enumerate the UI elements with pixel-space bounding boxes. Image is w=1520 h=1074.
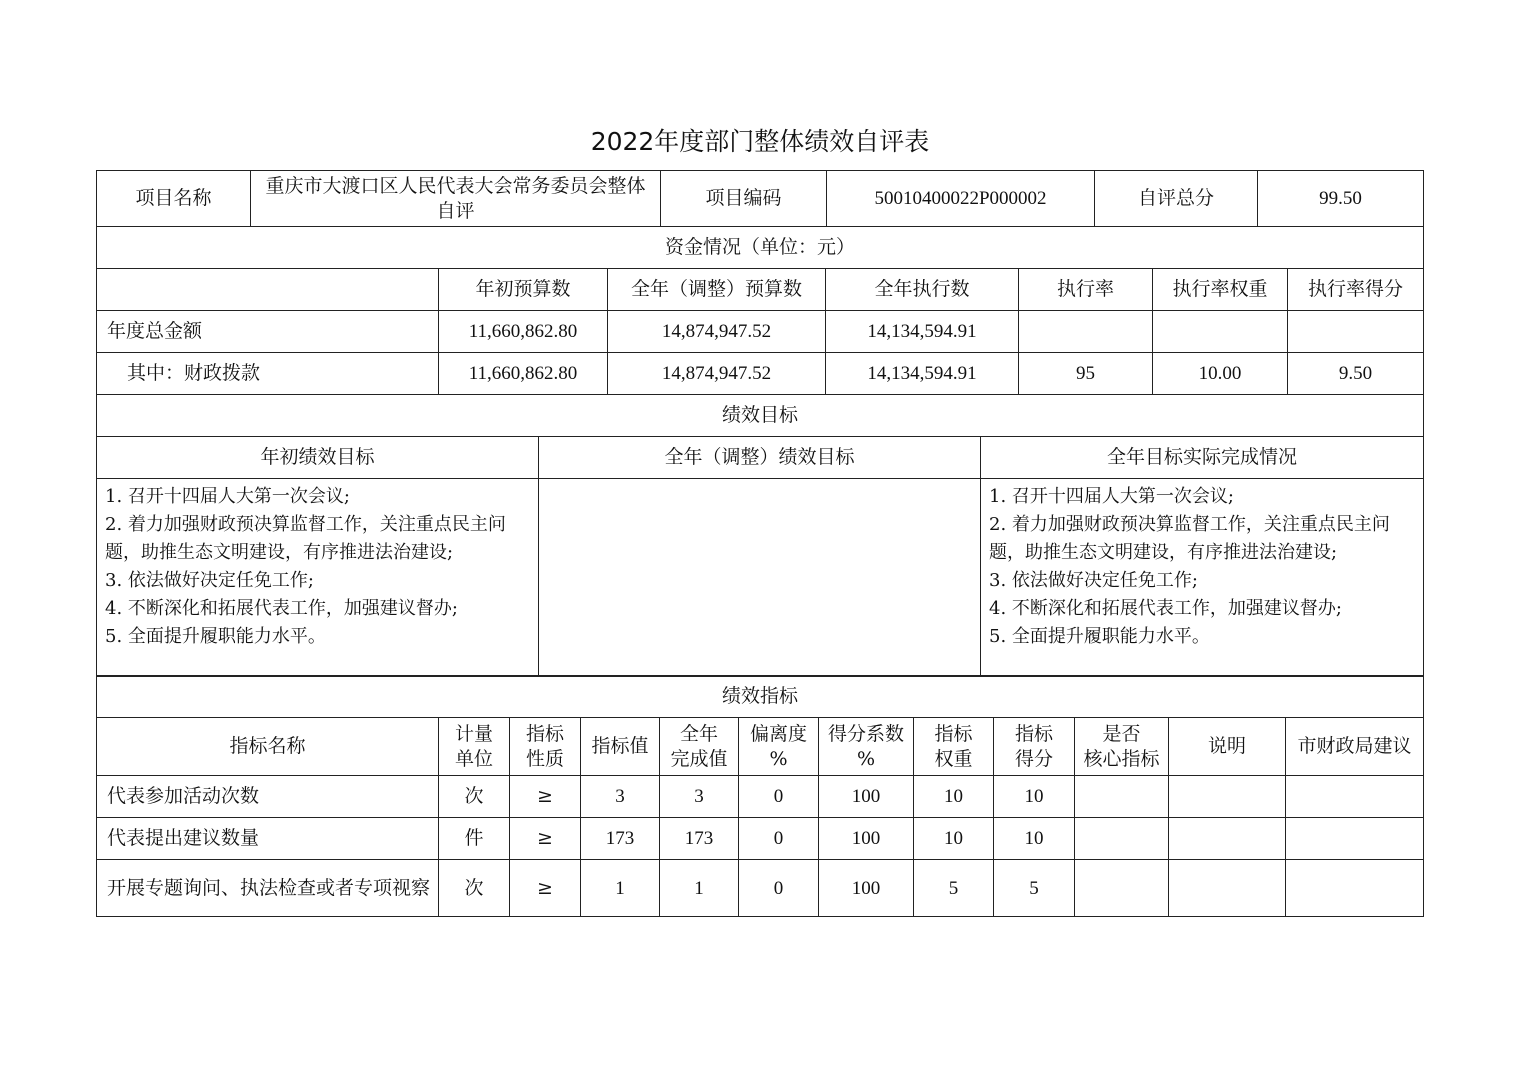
funds-header-adjusted: 全年（调整）预算数 bbox=[608, 269, 826, 311]
project-code-value: 50010400022P000002 bbox=[827, 171, 1095, 227]
funds-row-weight bbox=[1153, 311, 1288, 353]
goals-header-adjusted: 全年（调整）绩效目标 bbox=[539, 437, 981, 479]
indicator-score: 10 bbox=[994, 818, 1075, 860]
indicator-target: 1 bbox=[581, 860, 660, 917]
goal-item: 1. 召开十四届人大第一次会议; bbox=[105, 486, 350, 507]
goals-section-title: 绩效目标 bbox=[97, 395, 1424, 437]
indicator-deviation: 0 bbox=[739, 860, 819, 917]
funds-row-initial: 11,660,862.80 bbox=[439, 311, 608, 353]
indicator-deviation: 0 bbox=[739, 818, 819, 860]
project-name-value: 重庆市大渡口区人民代表大会常务委员会整体自评 bbox=[251, 171, 661, 227]
indicator-deviation: 0 bbox=[739, 776, 819, 818]
funds-row-adjusted: 14,874,947.52 bbox=[608, 353, 826, 395]
page-title: 2022年度部门整体绩效自评表 bbox=[590, 127, 930, 156]
indicator-name: 代表参加活动次数 bbox=[97, 776, 439, 818]
indicator-weight: 10 bbox=[914, 818, 994, 860]
indicator-target: 3 bbox=[581, 776, 660, 818]
goal-item: 5. 全面提升履职能力水平。 bbox=[105, 626, 326, 647]
indicator-actual: 173 bbox=[660, 818, 739, 860]
funds-row-adjusted: 14,874,947.52 bbox=[608, 311, 826, 353]
indicator-nature: ≥ bbox=[510, 776, 581, 818]
funds-header-score: 执行率得分 bbox=[1288, 269, 1424, 311]
indicator-note bbox=[1169, 818, 1286, 860]
indicator-header-weight: 指标 权重 bbox=[914, 718, 994, 776]
indicator-weight: 5 bbox=[914, 860, 994, 917]
indicator-header-actual: 全年 完成值 bbox=[660, 718, 739, 776]
funds-row-score bbox=[1288, 311, 1424, 353]
indicator-header-core: 是否 核心指标 bbox=[1075, 718, 1169, 776]
funds-header-blank bbox=[97, 269, 439, 311]
indicator-actual: 1 bbox=[660, 860, 739, 917]
indicator-unit: 件 bbox=[439, 818, 510, 860]
indicator-score: 5 bbox=[994, 860, 1075, 917]
project-name-label: 项目名称 bbox=[97, 171, 251, 227]
indicator-advice bbox=[1286, 776, 1424, 818]
goal-item: 4. 不断深化和拓展代表工作，加强建议督办; bbox=[105, 598, 458, 619]
goals-table bbox=[96, 394, 1424, 677]
project-code-label: 项目编码 bbox=[661, 171, 827, 227]
funds-row-initial: 11,660,862.80 bbox=[439, 353, 608, 395]
goal-item: 2. 着力加强财政预决算监督工作，关注重点民主问题，助推生态文明建设，有序推进法治建设; bbox=[989, 514, 1390, 563]
funds-row-executed: 14,134,594.91 bbox=[826, 311, 1019, 353]
funds-table bbox=[96, 226, 1424, 395]
indicators-table bbox=[96, 675, 1424, 917]
self-score-label: 自评总分 bbox=[1095, 171, 1258, 227]
funds-row-label: 其中：财政拨款 bbox=[97, 353, 439, 395]
indicator-unit: 次 bbox=[439, 776, 510, 818]
indicator-advice bbox=[1286, 860, 1424, 917]
indicator-note bbox=[1169, 776, 1286, 818]
indicator-header-name: 指标名称 bbox=[97, 718, 439, 776]
indicator-header-target: 指标值 bbox=[581, 718, 660, 776]
goal-item: 5. 全面提升履职能力水平。 bbox=[989, 626, 1210, 647]
indicator-weight: 10 bbox=[914, 776, 994, 818]
funds-row-score: 9.50 bbox=[1288, 353, 1424, 395]
indicator-actual: 3 bbox=[660, 776, 739, 818]
indicator-header-score: 指标 得分 bbox=[994, 718, 1075, 776]
goals-actual-cell bbox=[981, 479, 1424, 677]
funds-row bbox=[97, 311, 1424, 353]
indicator-core bbox=[1075, 776, 1169, 818]
funds-row-weight: 10.00 bbox=[1153, 353, 1288, 395]
indicator-nature: ≥ bbox=[510, 860, 581, 917]
project-info-table bbox=[96, 170, 1424, 227]
indicator-header-unit: 计量 单位 bbox=[439, 718, 510, 776]
goals-header-initial: 年初绩效目标 bbox=[97, 437, 539, 479]
indicator-coef: 100 bbox=[819, 776, 914, 818]
funds-section-title: 资金情况（单位：元） bbox=[97, 227, 1424, 269]
funds-header-executed: 全年执行数 bbox=[826, 269, 1019, 311]
indicator-header-nature: 指标 性质 bbox=[510, 718, 581, 776]
funds-row bbox=[97, 353, 1424, 395]
self-score-value: 99.50 bbox=[1258, 171, 1424, 227]
table-row bbox=[97, 860, 1424, 917]
indicator-header-advice: 市财政局建议 bbox=[1286, 718, 1424, 776]
goal-item: 1. 召开十四届人大第一次会议; bbox=[989, 486, 1234, 507]
funds-row-rate: 95 bbox=[1019, 353, 1153, 395]
indicator-header-deviation: 偏离度 % bbox=[739, 718, 819, 776]
goals-header-actual: 全年目标实际完成情况 bbox=[981, 437, 1424, 479]
table-row bbox=[97, 818, 1424, 860]
goal-item: 3. 依法做好决定任免工作; bbox=[989, 570, 1198, 591]
indicator-name: 开展专题询问、执法检查或者专项视察 bbox=[97, 860, 439, 917]
indicator-unit: 次 bbox=[439, 860, 510, 917]
indicator-target: 173 bbox=[581, 818, 660, 860]
funds-row-rate bbox=[1019, 311, 1153, 353]
indicators-section-title: 绩效指标 bbox=[97, 676, 1424, 718]
indicator-core bbox=[1075, 818, 1169, 860]
table-row bbox=[97, 776, 1424, 818]
indicator-header-coef: 得分系数 % bbox=[819, 718, 914, 776]
indicator-name: 代表提出建议数量 bbox=[97, 818, 439, 860]
goals-adjusted-cell bbox=[539, 479, 981, 677]
indicator-core bbox=[1075, 860, 1169, 917]
funds-header-weight: 执行率权重 bbox=[1153, 269, 1288, 311]
indicator-note bbox=[1169, 860, 1286, 917]
indicator-coef: 100 bbox=[819, 818, 914, 860]
indicator-header-note: 说明 bbox=[1169, 718, 1286, 776]
goals-initial-cell bbox=[97, 479, 539, 677]
goal-item: 4. 不断深化和拓展代表工作，加强建议督办; bbox=[989, 598, 1342, 619]
funds-row-label: 年度总金额 bbox=[97, 311, 439, 353]
indicator-nature: ≥ bbox=[510, 818, 581, 860]
indicator-score: 10 bbox=[994, 776, 1075, 818]
indicator-coef: 100 bbox=[819, 860, 914, 917]
funds-header-rate: 执行率 bbox=[1019, 269, 1153, 311]
funds-header-initial: 年初预算数 bbox=[439, 269, 608, 311]
indicator-advice bbox=[1286, 818, 1424, 860]
goal-item: 3. 依法做好决定任免工作; bbox=[105, 570, 314, 591]
goal-item: 2. 着力加强财政预决算监督工作，关注重点民主问题，助推生态文明建设，有序推进法治建设; bbox=[105, 514, 506, 563]
funds-row-executed: 14,134,594.91 bbox=[826, 353, 1019, 395]
